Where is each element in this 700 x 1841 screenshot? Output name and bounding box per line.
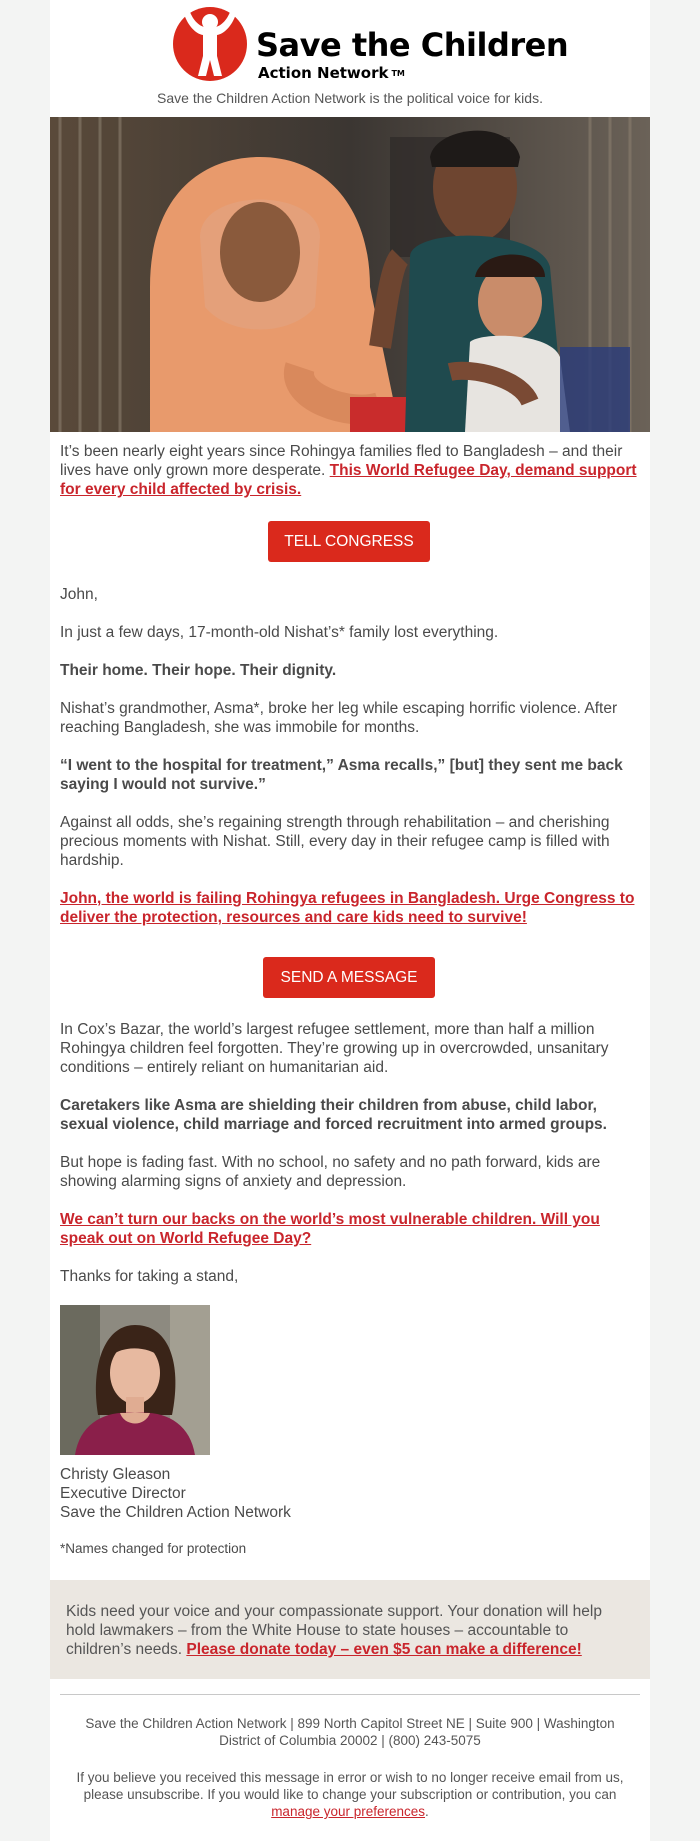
logo-subtitle-text: Action Network: [258, 64, 389, 82]
donate-text: Kids need your voice and your compassionate support. Your donation will help hold lawmakers – from the White House to state houses – accountable to children’s needs.: [66, 1603, 602, 1658]
paragraph-7: Caretakers like Asma are shielding their children from abuse, child labor, sexual violence, child marriage and forced recruitment into armed groups.: [60, 1097, 607, 1133]
tell-congress-wrap: [60, 521, 638, 562]
paragraph-8: But hope is fading fast. With no school, no safety and no path forward, kids are showing alarming signs of anxiety and depression.: [60, 1154, 601, 1190]
signature-title: Executive Director: [60, 1485, 186, 1502]
paragraph-4-quote: “I went to the hospital for treatment,” Asma recalls,” [but] they sent me back saying I would not survive.”: [60, 757, 623, 793]
urge-congress-link[interactable]: John, the world is failing Rohingya refugees in Bangladesh. Urge Congress to deliver the protection, resources and care kids need to survive!: [60, 890, 635, 926]
tagline: Save the Children Action Network is the political voice for kids.: [157, 90, 543, 106]
footer-unsubscribe: [60, 1769, 640, 1820]
footer-address: Save the Children Action Network | 899 North Capitol Street NE | Suite 900 | Washington District of Columbia 20002 | (800) 243-5075: [85, 1716, 615, 1748]
hero-image[interactable]: [50, 117, 650, 432]
header: [50, 0, 650, 117]
signature-photo: [60, 1305, 210, 1455]
paragraph-5: Against all odds, she’s regaining strength through rehabilitation – and cherishing precious moments with Nishat. Still, every day in their refugee camp is filled with hardship.: [60, 814, 610, 869]
footer-period: .: [425, 1804, 429, 1819]
signature-org: Save the Children Action Network: [60, 1504, 291, 1521]
cta-paragraph-2: [60, 1210, 638, 1248]
signature-name: Christy Gleason: [60, 1466, 171, 1483]
unsubscribe-text: If you believe you received this message in error or wish to no longer receive email from us, please unsubscribe. If you would like to change your subscription or contribution, you can: [76, 1770, 624, 1802]
paragraph-3: Nishat’s grandmother, Asma*, broke her leg while escaping horrific violence. After reaching Bangladesh, she was immobile for months.: [60, 700, 618, 736]
footer-divider: [60, 1694, 640, 1695]
donate-link[interactable]: Please donate today – even $5 can make a difference!: [186, 1641, 582, 1658]
logo[interactable]: [170, 4, 590, 86]
email-body: [50, 442, 650, 1558]
donate-paragraph: [66, 1602, 634, 1659]
intro-link[interactable]: This World Refugee Day, demand support for every child affected by crisis.: [60, 462, 637, 498]
speak-out-link[interactable]: We can’t turn our backs on the world’s most vulnerable children. Will you speak out on World Refugee Day?: [60, 1211, 600, 1247]
manage-preferences-link[interactable]: manage your preferences: [271, 1804, 426, 1819]
closing: Thanks for taking a stand,: [60, 1268, 239, 1285]
trademark: TM: [391, 69, 405, 78]
paragraph-1: In just a few days, 17-month-old Nishat’s* family lost everything.: [60, 624, 499, 641]
cta-paragraph-1: [60, 889, 638, 927]
paragraph-2: Their home. Their hope. Their dignity.: [60, 662, 337, 679]
send-message-wrap: [60, 957, 638, 998]
logo-title: Save the Children: [256, 26, 569, 64]
logo-child-icon: [170, 4, 250, 84]
footer: [50, 1694, 650, 1820]
intro-paragraph: [60, 442, 638, 499]
hero-photo: [50, 117, 650, 432]
email-page: [50, 0, 650, 1841]
donate-box: [50, 1580, 650, 1679]
send-message-button[interactable]: SEND A MESSAGE: [263, 957, 435, 998]
greeting: John,: [60, 586, 98, 603]
names-changed-note: *Names changed for protection: [60, 1541, 247, 1556]
paragraph-6: In Cox’s Bazar, the world’s largest refugee settlement, more than half a million Rohingya children feel forgotten. They’re growing up in overcrowded, unsanitary conditions – entirely reliant on humanitarian aid.: [60, 1021, 609, 1076]
intro-text: It’s been nearly eight years since Rohingya families fled to Bangladesh – and their lives have only grown more desperate.: [60, 443, 623, 479]
signature-portrait: [60, 1305, 210, 1455]
logo-subtitle: [258, 64, 405, 82]
tell-congress-button[interactable]: TELL CONGRESS: [268, 521, 430, 562]
